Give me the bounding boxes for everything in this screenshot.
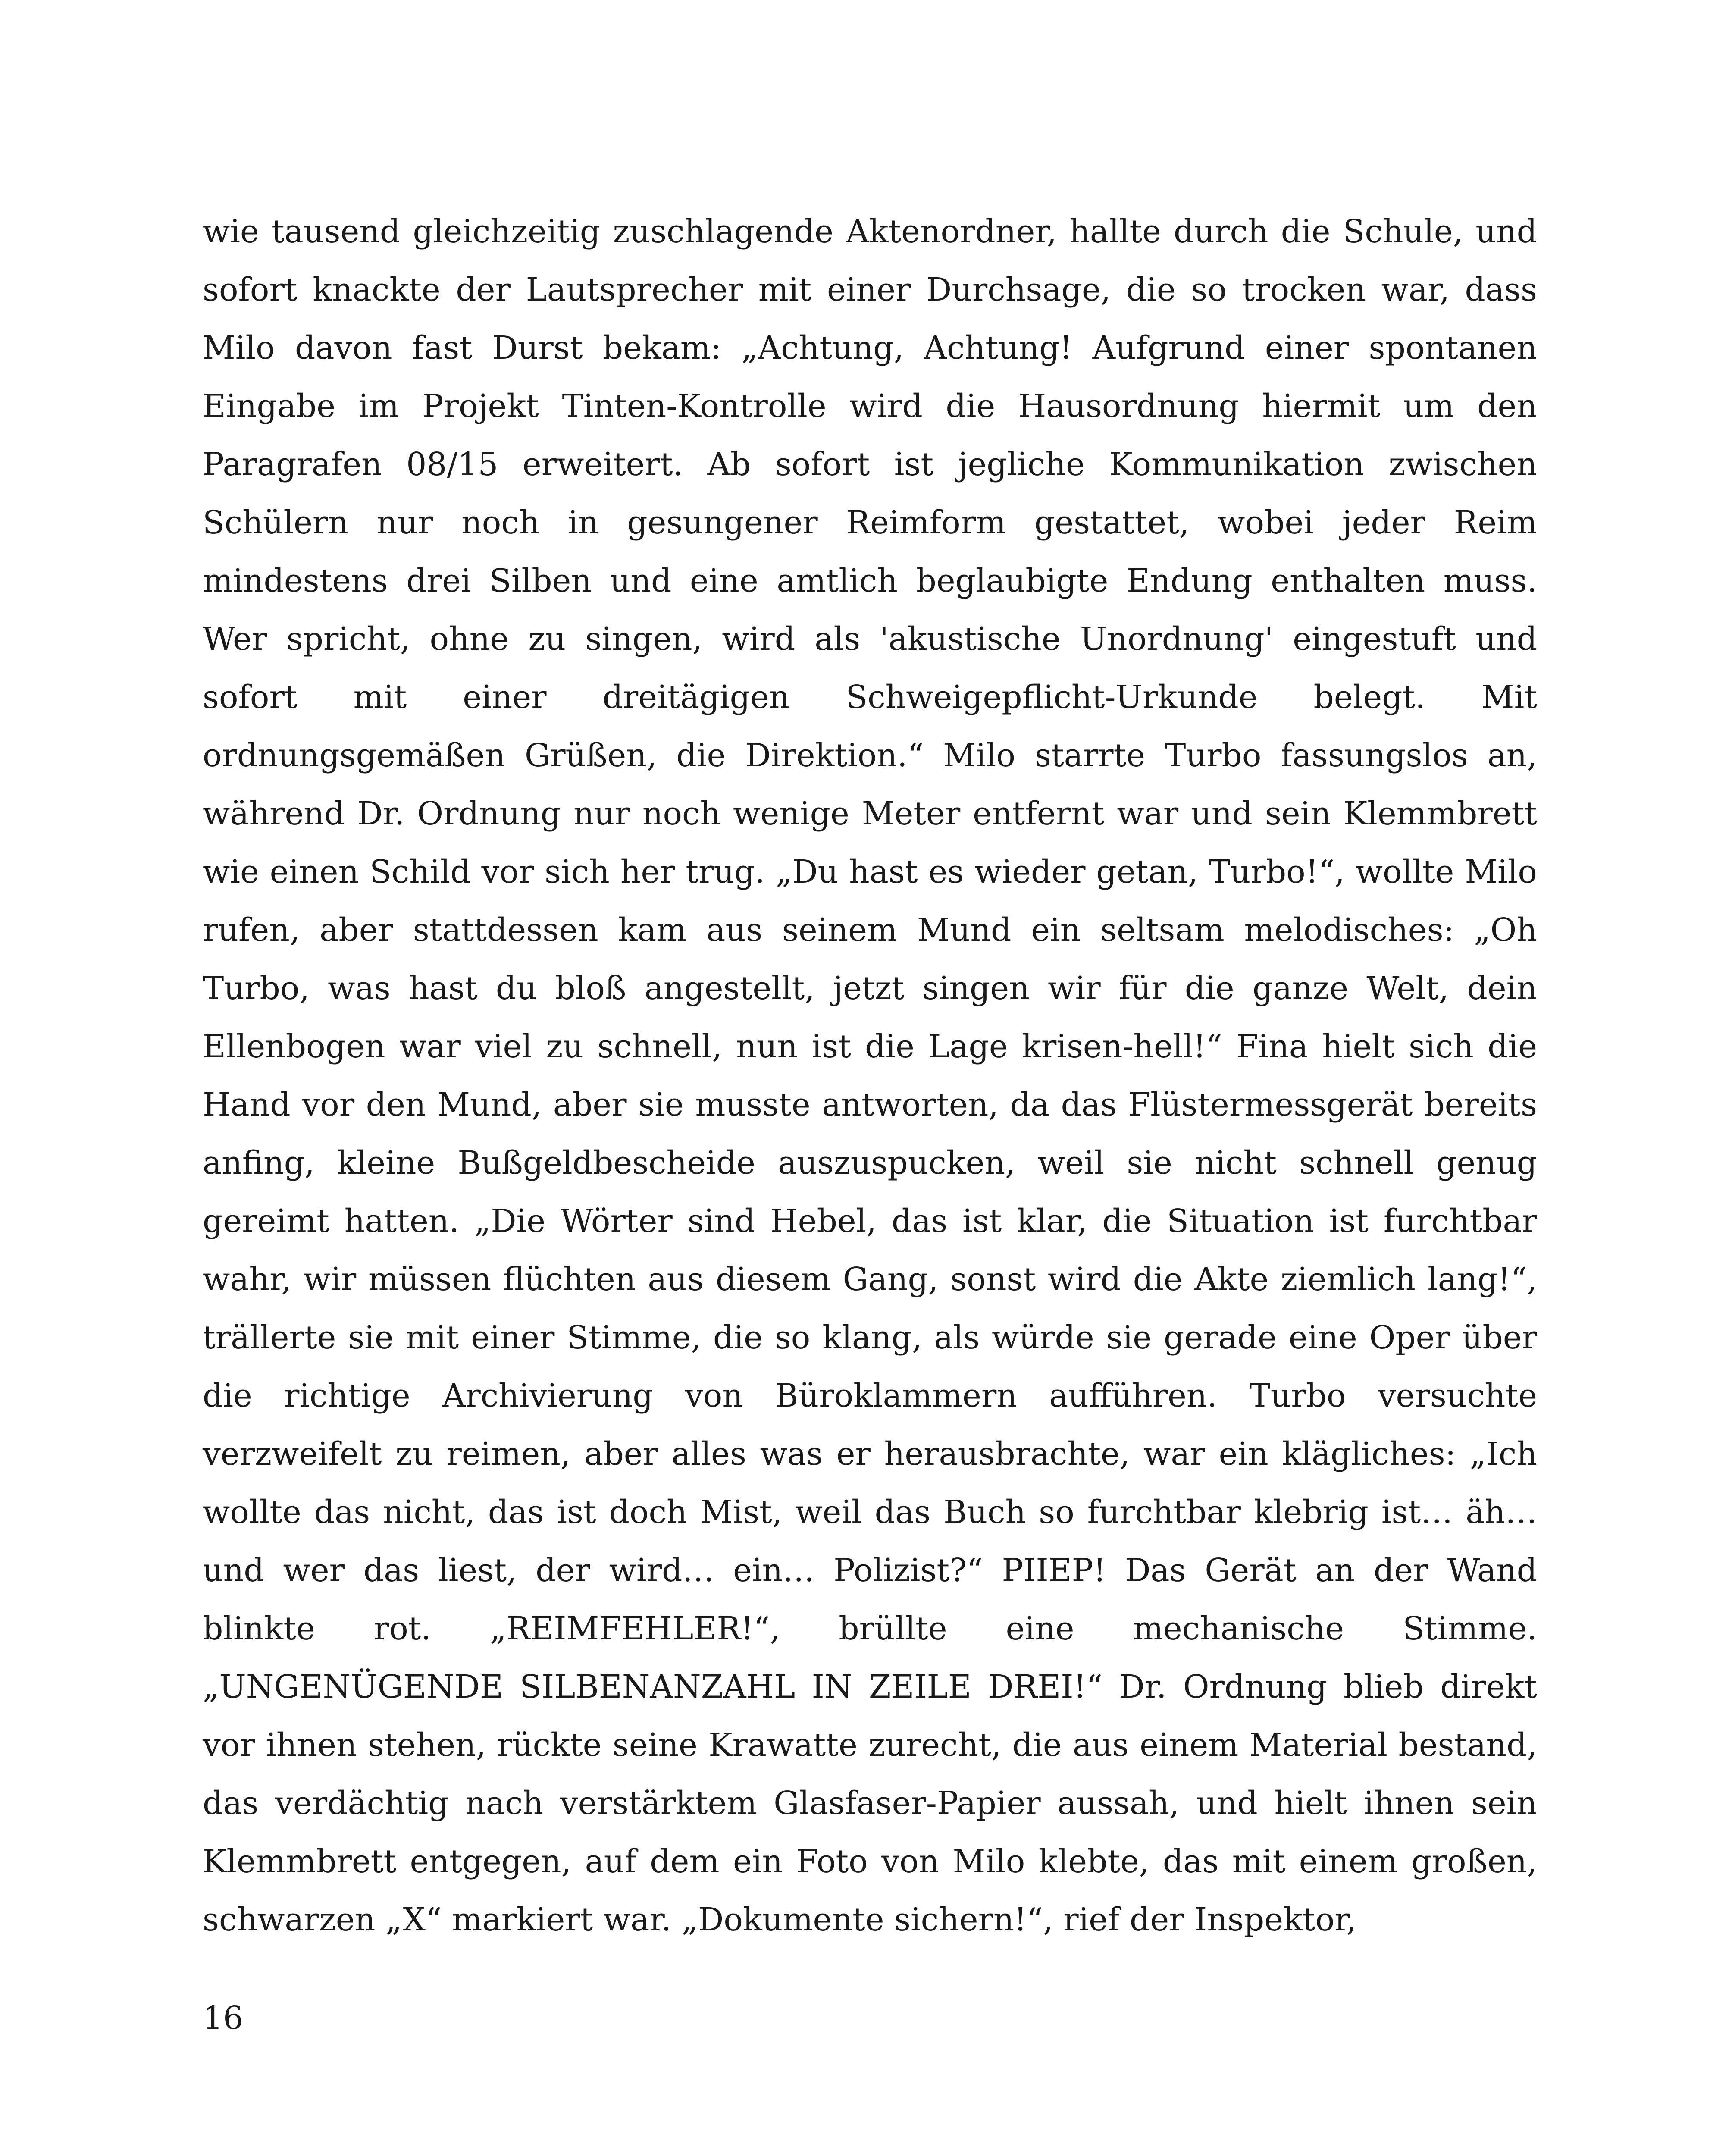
page-number: 16 [203, 1999, 244, 2037]
body-paragraph: wie tausend gleichzeitig zuschlagende Aktenordner, hallte durch die Schule, und sofort knackte der Lautsprecher mit einer Durchsage, die so trocken war, dass Milo davon fast Durst bekam: „Achtung, Achtung! Aufgrund einer spontanen Eingabe im Projekt Tinten-Kontrolle wird die Hausordnung hiermit um den Paragrafen 08/15 erweitert. Ab sofort ist jegliche Kommunikation zwischen Schülern nur noch in gesungener Reimform gestattet, wobei jeder Reim mindestens drei Silben und eine amtlich beglaubigte Endung enthalten muss. Wer spricht, ohne zu singen, wird als 'akustische Unordnung' eingestuft und sofort mit einer dreitägigen Schweigepflicht-Urkunde belegt. Mit ordnungsgemäßen Grüßen, die Direktion.“ Milo starrte Turbo fassungslos an, während Dr. Ordnung nur noch wenige Meter entfernt war und sein Klemmbrett wie einen Schild vor sich her trug. „Du hast es wieder getan, Turbo!“, wollte Milo rufen, aber stattdessen kam aus seinem Mund ein seltsam melodisches: „Oh Turbo, was hast du bloß angestellt, jetzt singen wir für die ganze Welt, dein Ellenbogen war viel zu schnell, nun ist die Lage krisen-hell!“ Fina hielt sich die Hand vor den Mund, aber sie musste antworten, da das Flüstermessgerät bereits anfing, kleine Bußgeldbescheide auszuspucken, weil sie nicht schnell genug gereimt hatten. „Die Wörter sind Hebel, das ist klar, die Situation ist furchtbar wahr, wir müssen flüchten aus diesem Gang, sonst wird die Akte ziemlich lang!“, trällerte sie mit einer Stimme, die so klang, als würde sie gerade eine Oper über die richtige Archivierung von Büroklammern aufführen. Turbo versuchte verzweifelt zu reimen, aber alles was er herausbrachte, war ein klägliches: „Ich wollte das nicht, das ist doch Mist, weil das Buch so furchtbar klebrig ist… äh… und wer das liest, der wird… ein… Polizist?“ PIIEP! Das Gerät an der Wand blinkte rot. „REIMFEHLER!“, brüllte eine mechanische Stimme. „UNGENÜGENDE SILBENANZAHL IN ZEILE DREI!“ Dr. Ordnung blieb direkt vor ihnen stehen, rückte seine Krawatte zurecht, die aus einem Material bestand, das verdächtig nach verstärktem Glasfaser-Papier aussah, und hielt ihnen sein Klemmbrett entgegen, auf dem ein Foto von Milo klebte, das mit einem großen, schwarzen „X“ markiert war. „Dokumente sichern!“, rief der Inspektor, [203, 213, 1537, 1938]
